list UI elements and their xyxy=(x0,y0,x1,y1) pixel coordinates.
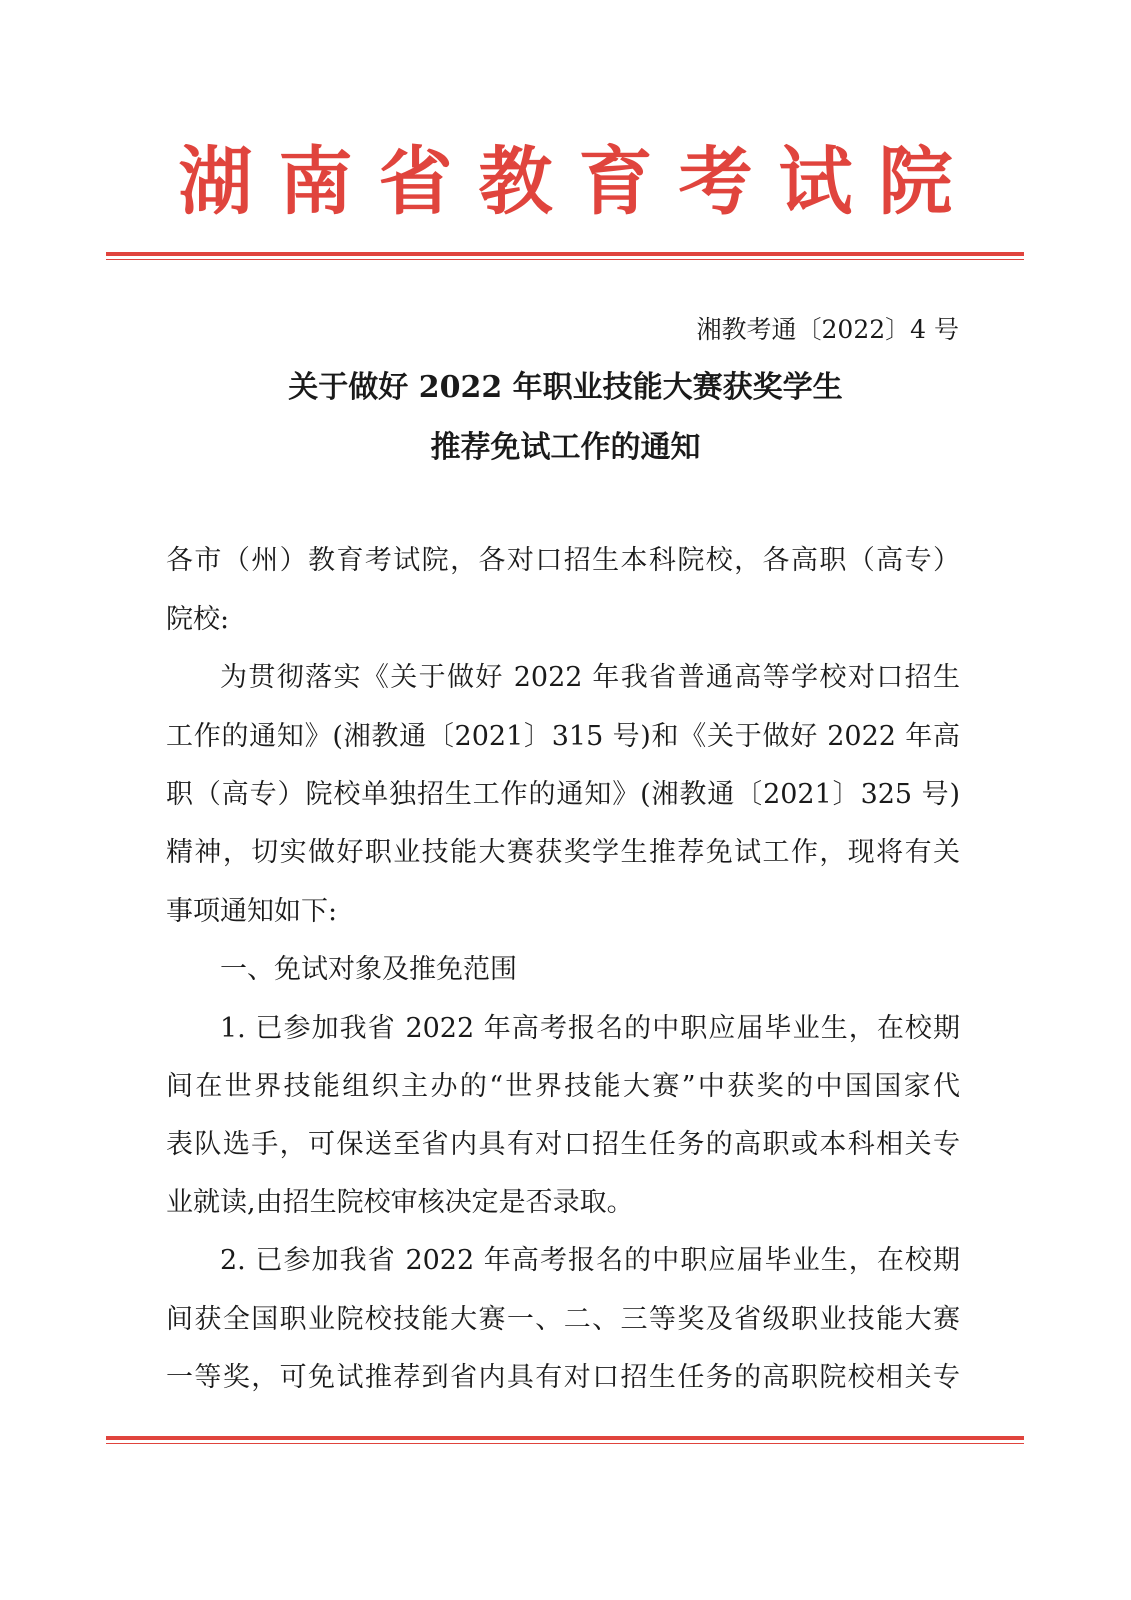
paragraph-line: 间获全国职业院校技能大赛一、二、三等奖及省级职业技能大赛 xyxy=(166,1304,960,1335)
document-title-line-1: 关于做好 2022 年职业技能大赛获奖学生 xyxy=(288,370,843,405)
agency-masthead: 湖南省教育考试院 xyxy=(178,139,979,225)
document-title-line-2: 推荐免试工作的通知 xyxy=(430,430,701,465)
paragraph-line: 工作的通知》(湘教通〔2021〕315 号)和《关于做好 2022 年高 xyxy=(166,721,960,752)
paragraph-line: 业就读,由招生院校审核决定是否录取。 xyxy=(166,1187,634,1218)
paragraph-line: 为贯彻落实《关于做好 2022 年我省普通高等学校对口招生 xyxy=(220,662,960,693)
paragraph-line: 表队选手，可保送至省内具有对口招生任务的高职或本科相关专 xyxy=(166,1129,960,1160)
footer-red-rule xyxy=(106,1436,1024,1440)
section-heading: 一、免试对象及推免范围 xyxy=(220,954,517,985)
document-number: 湘教考通〔2022〕4 号 xyxy=(696,315,959,344)
paragraph-line: 一等奖，可免试推荐到省内具有对口招生任务的高职院校相关专 xyxy=(166,1362,960,1393)
paragraph-line: 间在世界技能组织主办的“世界技能大赛”中获奖的中国国家代 xyxy=(166,1071,960,1102)
paragraph-line: 事项通知如下: xyxy=(166,896,338,927)
paragraph-line: 2. 已参加我省 2022 年高考报名的中职应届毕业生，在校期 xyxy=(220,1245,960,1276)
paragraph-line: 1. 已参加我省 2022 年高考报名的中职应届毕业生，在校期 xyxy=(220,1013,960,1044)
addressee-line: 院校: xyxy=(166,604,230,635)
addressee-line: 各市（州）教育考试院，各对口招生本科院校，各高职（高专） xyxy=(166,545,960,576)
header-red-rule xyxy=(106,252,1024,256)
paragraph-line: 精神，切实做好职业技能大赛获奖学生推荐免试工作，现将有关 xyxy=(166,837,960,868)
paragraph-line: 职（高专）院校单独招生工作的通知》(湘教通〔2021〕325 号) xyxy=(166,779,960,810)
